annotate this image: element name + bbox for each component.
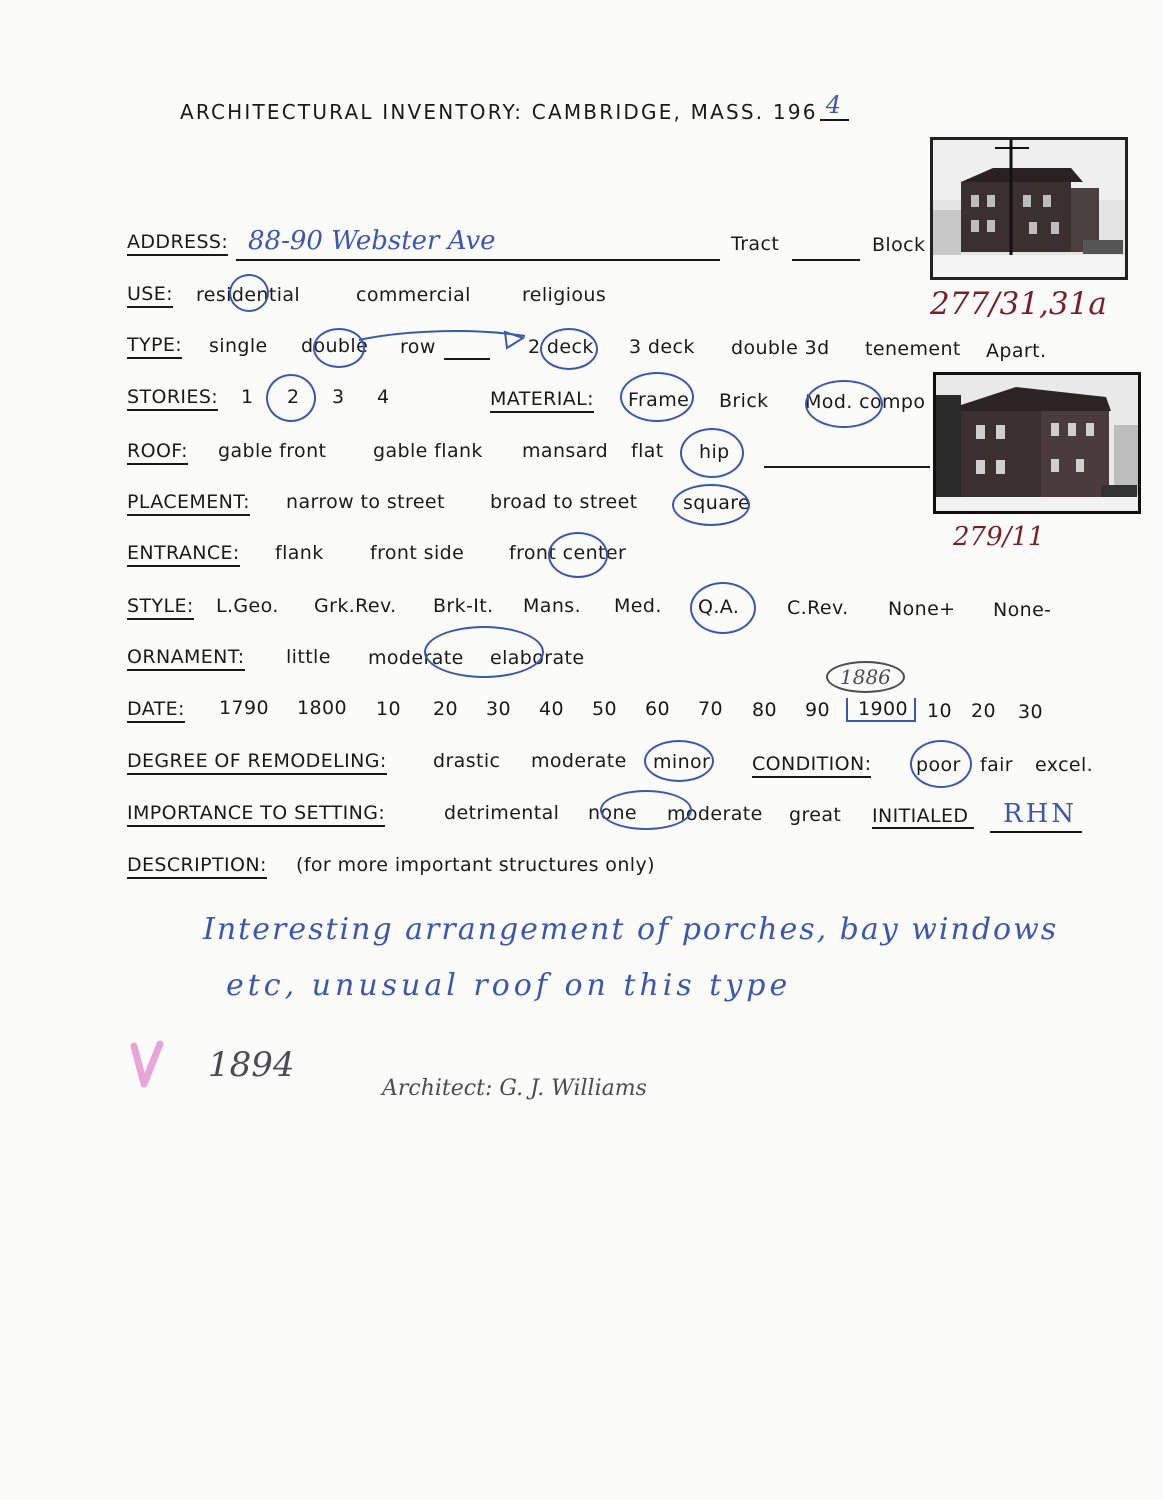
style-option: Q.A. (698, 596, 740, 618)
entrance-option: flank (275, 542, 324, 564)
stories-label (127, 386, 218, 408)
condition-option: fair (980, 754, 1014, 776)
pink-check-mark (130, 1040, 166, 1090)
date-option: 40 (539, 698, 564, 720)
importance-option: detrimental (444, 802, 560, 824)
roof-label (127, 440, 188, 462)
material-label (490, 388, 594, 410)
selection-circle (680, 428, 744, 478)
selection-circle (548, 532, 608, 578)
roof-option: hip (699, 441, 730, 463)
style-option: Brk-It. (433, 595, 494, 617)
initialed-value: RHN (1003, 799, 1077, 829)
style-option: Med. (614, 595, 662, 617)
material-option: Frame (628, 389, 690, 411)
style-option: None+ (888, 598, 956, 620)
tract-line (792, 259, 860, 261)
ornament-label (127, 646, 245, 668)
importance-label (127, 802, 385, 824)
date-label (127, 698, 185, 720)
material-option: Mod. compo (805, 391, 926, 413)
roof-label-text: ROOF: (127, 440, 188, 465)
selection-circle (620, 372, 694, 422)
address-value: 88-90 Webster Ave (248, 226, 496, 256)
block-label: Block (872, 234, 926, 256)
description-note: (for more important structures only) (296, 854, 655, 876)
placement-label-text: PLACEMENT: (127, 491, 250, 516)
type-option: double (301, 335, 369, 357)
use-option: commercial (356, 284, 471, 306)
type-option: double 3d (731, 337, 830, 359)
date-option-boxed: 1900 (846, 698, 916, 722)
entrance-option: front center (509, 542, 627, 564)
address-label (127, 231, 228, 253)
date-option: 1800 (297, 697, 347, 719)
date-option: 1790 (219, 697, 269, 719)
type-label (127, 334, 182, 356)
style-option: C.Rev. (787, 597, 849, 619)
tract-label: Tract (731, 233, 780, 255)
entrance-option: front side (370, 542, 465, 564)
selection-circle (672, 484, 750, 526)
ornament-option: elaborate (490, 647, 585, 669)
importance-option: moderate (667, 803, 763, 825)
date-handwritten: 1886 (826, 661, 905, 693)
initialed-line (990, 831, 1082, 833)
remodeling-label (127, 750, 387, 772)
style-option: None- (993, 599, 1052, 621)
roof-other-line (764, 466, 930, 468)
ornament-option: little (286, 646, 331, 668)
description-line-2: etc, unusual roof on this type (226, 968, 792, 1003)
importance-option: none (588, 802, 637, 824)
remodeling-option: moderate (531, 750, 627, 772)
use-option: residential (196, 284, 301, 306)
date-option: 70 (698, 698, 723, 720)
roof-option: mansard (522, 440, 609, 462)
remodeling-option: drastic (433, 750, 501, 772)
selection-circle (424, 626, 544, 678)
use-label-text: USE: (127, 283, 173, 308)
roof-option: gable front (218, 440, 327, 462)
architect-annotation: Architect: G. J. Williams (382, 1076, 647, 1101)
description-label (127, 854, 267, 876)
condition-label-text: CONDITION: (752, 753, 871, 778)
selection-circle (266, 374, 316, 422)
selection-circle (644, 740, 714, 782)
stories-option: 3 (332, 386, 345, 408)
placement-label (127, 491, 250, 513)
selection-circle (910, 740, 972, 788)
type-option: tenement (865, 338, 961, 360)
year-digit: 4 (820, 91, 849, 121)
style-option: Mans. (523, 595, 582, 617)
type-option: single (209, 335, 268, 357)
date-option: 60 (645, 698, 670, 720)
form-title (180, 91, 849, 127)
date-option: 90 (805, 699, 830, 721)
condition-option: excel. (1035, 754, 1094, 776)
placement-option: narrow to street (286, 491, 445, 513)
date-option: 20 (433, 698, 458, 720)
type-option: 3 deck (629, 336, 695, 358)
placement-option: square (683, 492, 751, 514)
description-label-text: DESCRIPTION: (127, 854, 267, 879)
selection-circle (805, 380, 883, 428)
material-label-text: MATERIAL: (490, 388, 594, 413)
style-label-text: STYLE: (127, 595, 194, 620)
address-label-text: ADDRESS: (127, 231, 228, 256)
condition-option: poor (916, 754, 961, 776)
use-option: religious (522, 284, 607, 306)
style-option: L.Geo. (216, 595, 279, 617)
roof-option: flat (631, 440, 664, 462)
selection-circle (600, 790, 692, 830)
selection-circle (690, 582, 756, 634)
date-option: 10 (376, 698, 401, 720)
address-line (236, 259, 720, 261)
description-line-1: Interesting arrangement of porches, bay windows (203, 912, 1059, 947)
type-option: Apart. (986, 340, 1047, 362)
date-option: 50 (592, 698, 617, 720)
stories-option: 1 (241, 386, 254, 408)
form-title-text: ARCHITECTURAL INVENTORY: CAMBRIDGE, MASS. 196 (180, 100, 818, 124)
style-option: Grk.Rev. (314, 595, 397, 617)
entrance-label (127, 542, 240, 564)
importance-label-text: IMPORTANCE TO SETTING: (127, 802, 385, 827)
stories-label-text: STORIES: (127, 386, 218, 411)
photo-ref-bottom: 279/11 (953, 522, 1045, 552)
selection-circle (540, 328, 598, 370)
type-option: 2 deck (528, 336, 594, 358)
entrance-label-text: ENTRANCE: (127, 542, 240, 567)
date-option: 30 (486, 698, 511, 720)
style-label (127, 595, 194, 617)
year-annotation: 1894 (208, 1045, 295, 1085)
ornament-option: moderate (368, 647, 464, 669)
date-option: 80 (752, 699, 777, 721)
stories-option: 2 (287, 386, 300, 408)
material-option: Brick (719, 390, 769, 412)
ornament-label-text: ORNAMENT: (127, 646, 245, 671)
initialed-label: INITIALED (872, 805, 974, 829)
date-option: 10 (927, 700, 952, 722)
remodeling-label-text: DEGREE OF REMODELING: (127, 750, 387, 775)
date-option: 20 (971, 700, 996, 722)
use-label (127, 283, 173, 305)
building-photo-2 (933, 372, 1141, 514)
type-option: row (400, 336, 436, 358)
photo-ref-top: 277/31,31a (930, 286, 1107, 322)
stories-option: 4 (377, 386, 390, 408)
type-arrow-mark (355, 326, 545, 356)
type-label-text: TYPE: (127, 334, 182, 359)
importance-option: great (789, 804, 842, 826)
placement-option: broad to street (490, 491, 638, 513)
selection-circle (229, 274, 269, 312)
building-photo-1 (930, 137, 1128, 280)
condition-label (752, 753, 871, 775)
roof-option: gable flank (373, 440, 483, 462)
date-label-text: DATE: (127, 698, 185, 723)
type-row-line (444, 358, 490, 360)
remodeling-option: minor (653, 751, 711, 773)
date-option: 30 (1018, 701, 1043, 723)
